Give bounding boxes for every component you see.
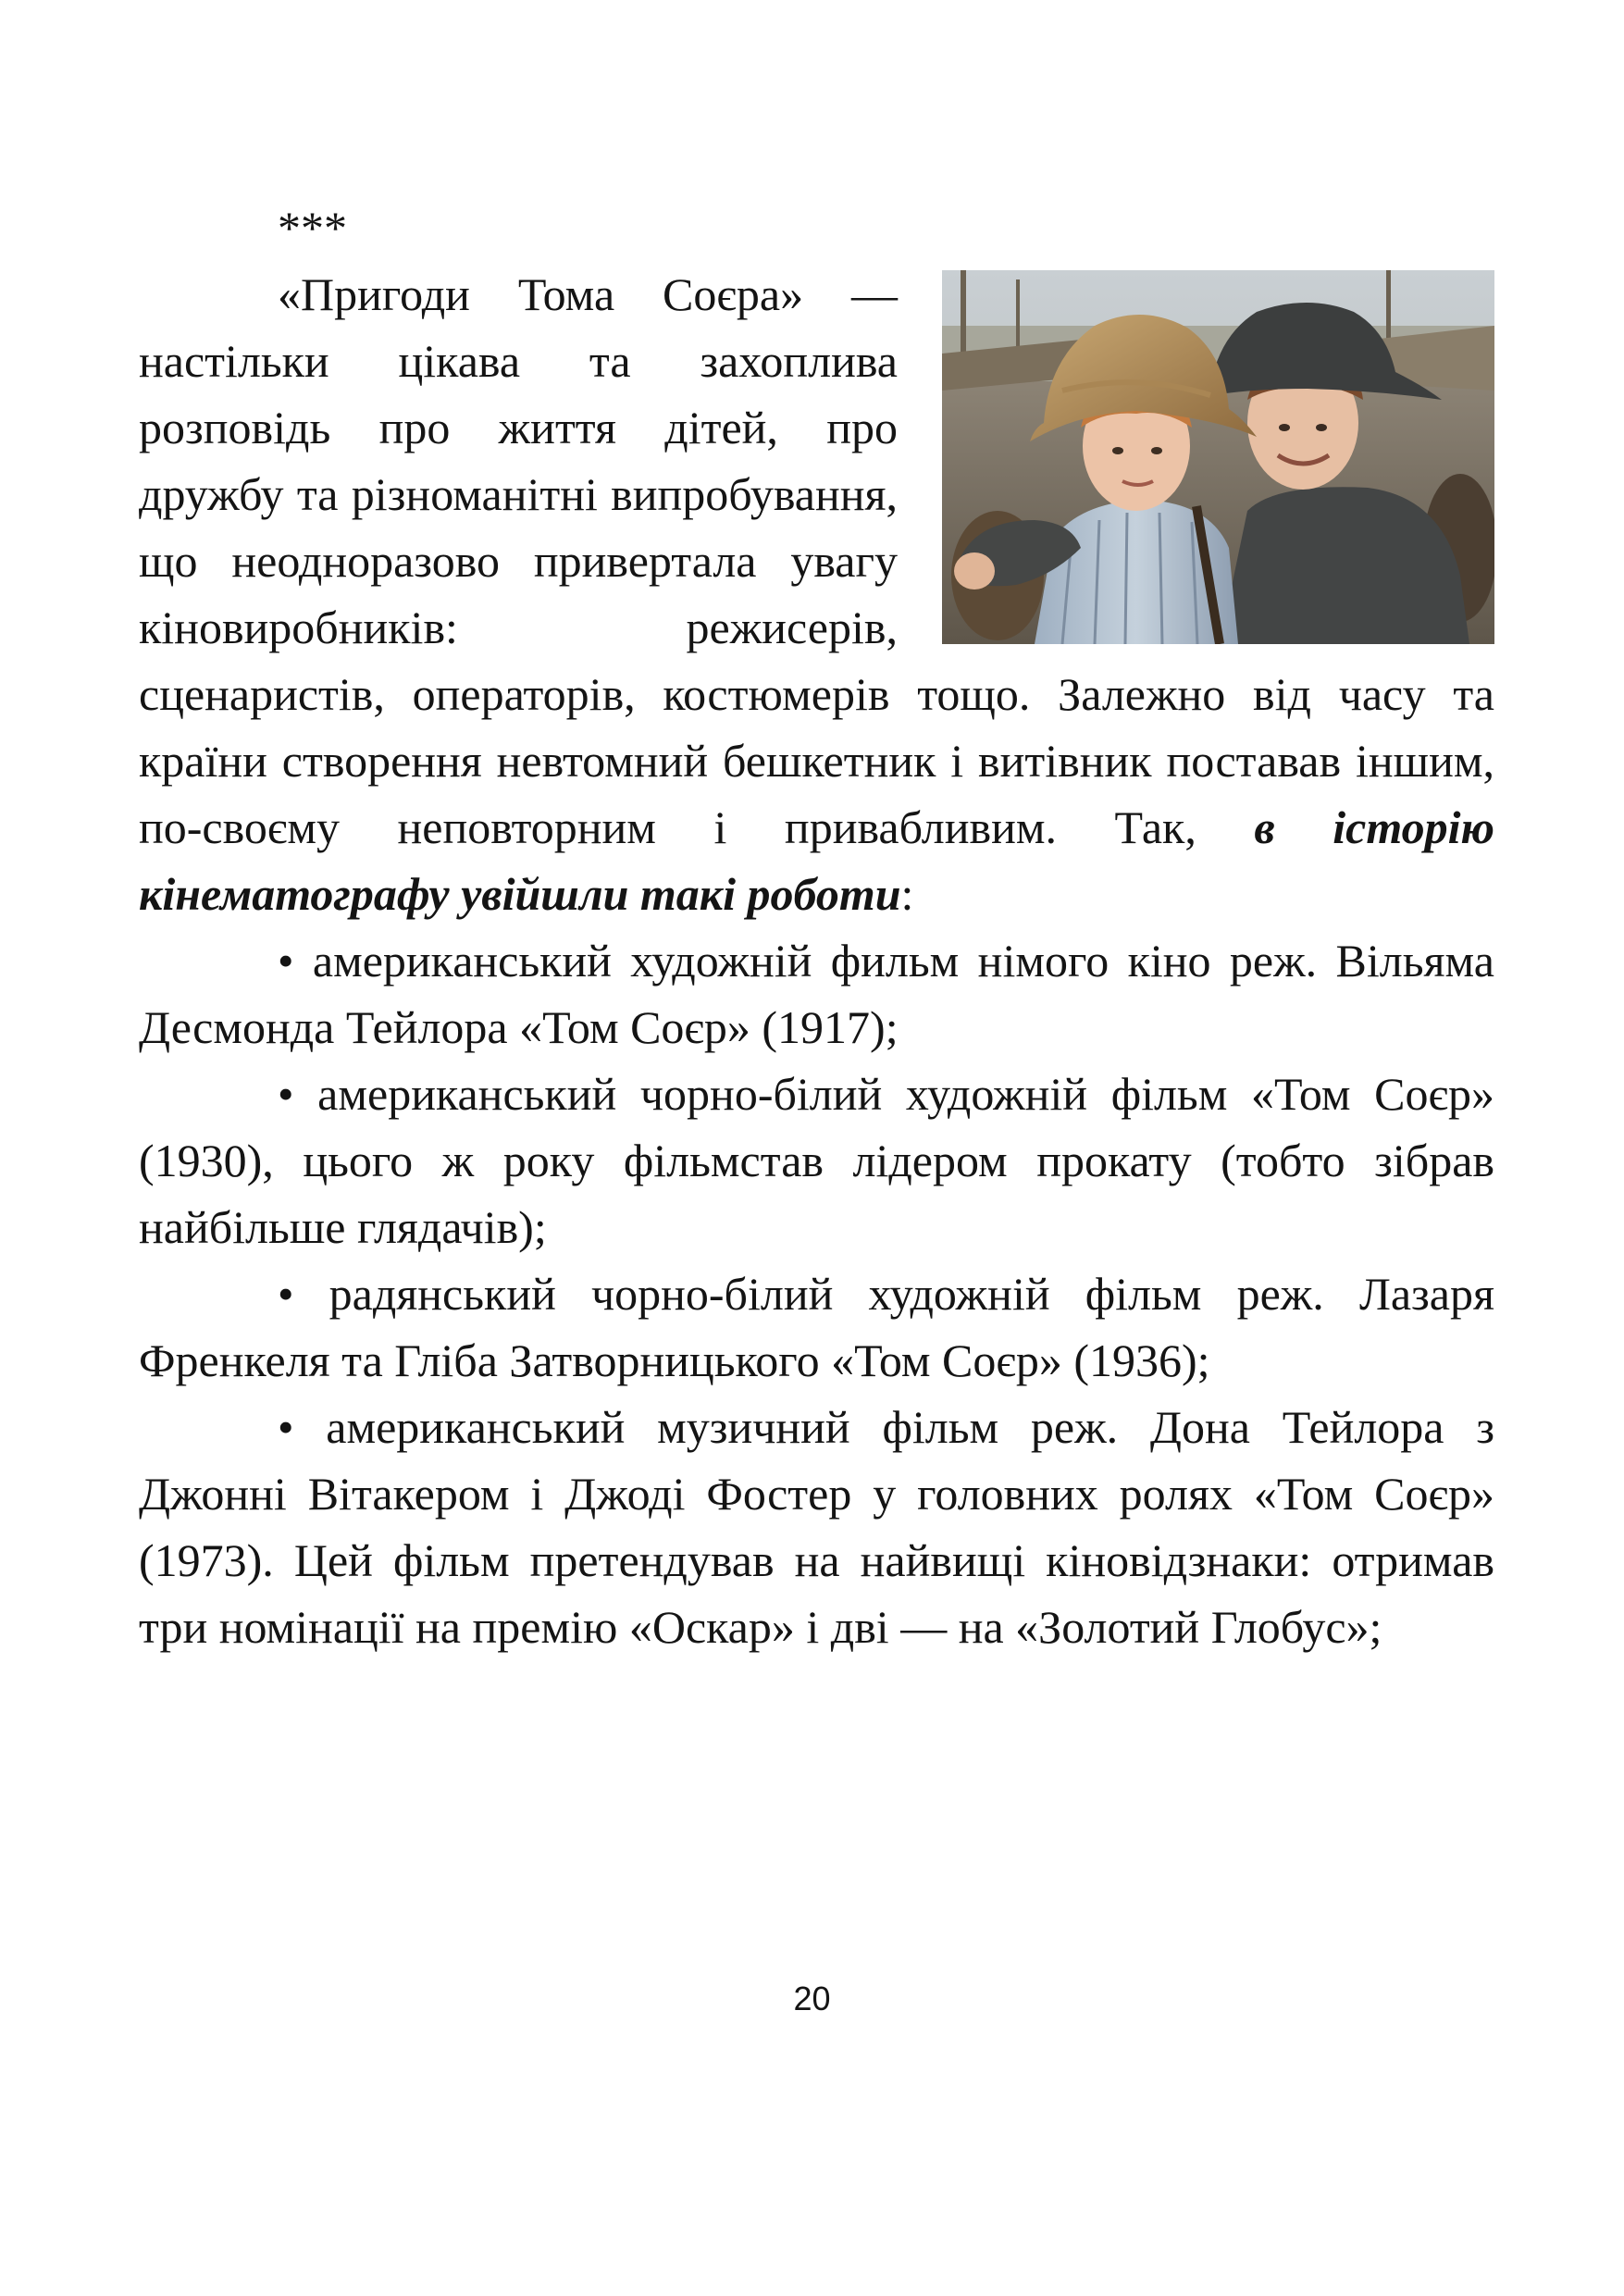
section-separator: ***	[278, 202, 347, 254]
boys-in-hats-image	[942, 270, 1494, 644]
page-body	[139, 194, 1494, 1660]
intro-tail-text: :	[900, 868, 914, 920]
intro-emphasis-text: в історію кінематографу увійшли такі роботи	[139, 801, 1494, 920]
page-number: 20	[793, 1980, 831, 2017]
list-item-1930: • американський чорно-білий художній фільм «Том Соєр» (1930), цього ж року фільмстав лідером прокату (тобто зібрав найбільше глядачів);	[139, 1068, 1494, 1253]
list-item-1917: • американський художній фильм німого кіно реж. Вільяма Десмонда Тейлора «Том Соєр» (1917);	[139, 935, 1494, 1053]
list-item-1973: • американський музичний фільм реж. Дона Тейлора з Джонні Вітакером і Джоді Фостер у головних ролях «Том Соєр» (1973). Цей фільм претендував на найвищі кіновідзнаки: отримав три номінації на премію «Оскар» і дві — на «Золотий Глобус»;	[139, 1401, 1494, 1653]
film-still-photo	[942, 270, 1494, 644]
intro-paragraph	[139, 261, 1494, 927]
intro-lead-text: «Пригоди Тома Соєра» — настільки цікава та захоплива розповідь про життя дітей, про дружбу та різноманітні випробування, що неодноразово привертала увагу кіновиробників: режисерів, сценаристів, операторів, костюмерів тощо. Залежно від часу та країни створення невтомний бешкетник і витівник поставав іншим, по-своєму неповторним і привабливим. Так,	[139, 268, 1494, 853]
list-item-1936: • радянський чорно-білий художній фільм реж. Лазаря Френкеля та Гліба Затворницького «Том Соєр» (1936);	[139, 1268, 1494, 1386]
